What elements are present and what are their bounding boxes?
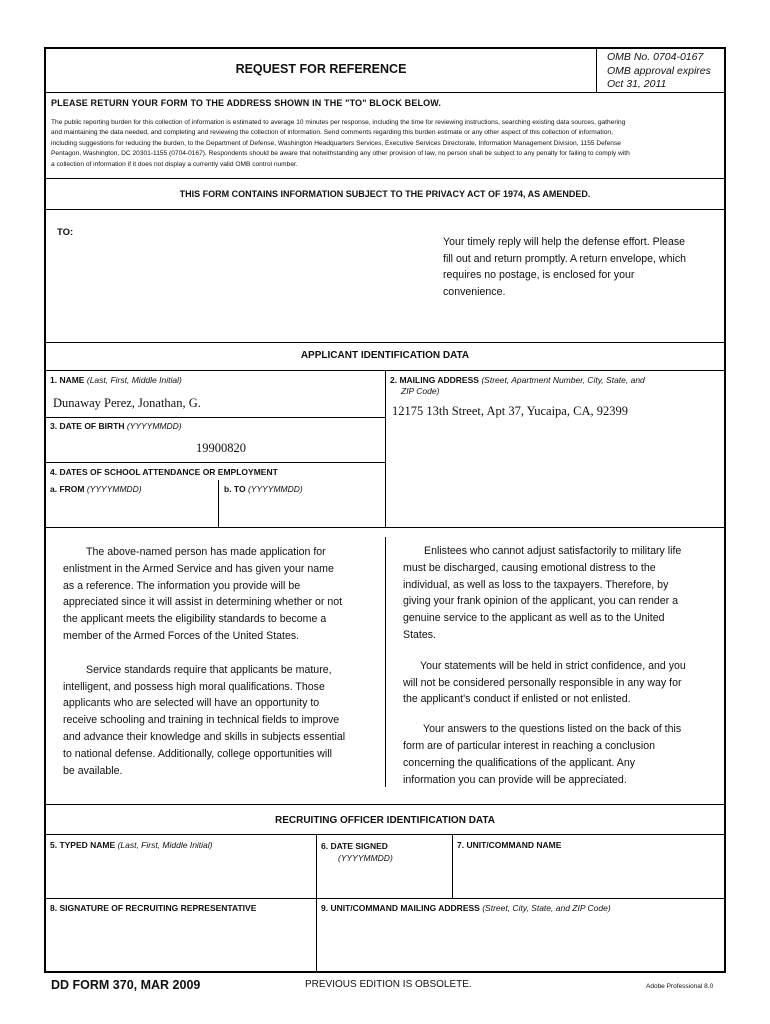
- privacy-notice: THIS FORM CONTAINS INFORMATION SUBJECT TO THE PRIVACY ACT OF 1974, AS AMENDED.: [179, 189, 591, 199]
- from-hint: (YYYYMMDD): [86, 484, 142, 494]
- dob-label: 3. DATE OF BIRTH: [50, 421, 125, 431]
- unit-name-field[interactable]: [456, 856, 720, 894]
- from-label: a. FROM: [50, 484, 85, 494]
- software-note: Adobe Professional 8.0: [646, 983, 714, 990]
- form-id: DD FORM 370, MAR 2009: [51, 978, 201, 992]
- dob-hint: (YYYYMMDD): [126, 421, 182, 431]
- letter-paragraph: Service standards require that applicants be mature, intelligent, and possess high moral qualifications. Those applicants who are selected will have an opportunity to receive schooling and training in technical fields to improve and advance their knowledge and skills in subjects essential to national defense. Additionally, college opportunities will be available.: [63, 663, 346, 777]
- typed-name-field[interactable]: [50, 856, 312, 894]
- return-notice: PLEASE RETURN YOUR FORM TO THE ADDRESS SHOWN IN THE "TO" BLOCK BELOW.: [51, 98, 442, 108]
- omb-date: Oct 31, 2011: [607, 78, 667, 90]
- recruiter-section-title: RECRUITING OFFICER IDENTIFICATION DATA: [275, 815, 495, 826]
- burden-line: and maintaining the data needed, and completing and reviewing the collection of information. Send comments regarding this burden estimate or any other aspect of this collection of information,: [51, 129, 613, 137]
- unit-address-hint: (Street, City, State, and ZIP Code): [482, 903, 611, 913]
- to-date-label-group: [224, 484, 303, 494]
- signature-label: 8. SIGNATURE OF RECRUITING REPRESENTATIVE: [50, 903, 257, 913]
- burden-line: Pentagon, Washington, DC 20301-1155 (0704-0167). Respondents should be aware that notwithstanding any other provision of law, no person shall be subject to any penalty for failing to comply with: [51, 150, 630, 158]
- typed-name-label-group: [50, 840, 213, 850]
- reply-line: convenience.: [443, 285, 506, 298]
- to-label: TO:: [57, 227, 74, 238]
- reply-line: fill out and return promptly. A return envelope, which: [443, 252, 687, 265]
- omb-block: [607, 51, 711, 92]
- unit-name-label: 7. UNIT/COMMAND NAME: [457, 840, 562, 850]
- omb-approval: OMB approval expires: [607, 64, 711, 77]
- burden-line: a collection of information if it does not display a currently valid OMB control number.: [51, 160, 298, 168]
- reply-note: [443, 234, 686, 300]
- burden-line: including suggestions for reducing the burden, to the Department of Defense, Washington Headquarters Services, Executive Services Directorate, Information Management Division, 1155 Defense: [51, 139, 621, 147]
- from-date-field[interactable]: [52, 500, 214, 524]
- letter-paragraph: Your statements will be held in strict confidence, and you will not be considered personally responsible in any way for the applicant's conduct if enlisted or not enlisted.: [403, 659, 686, 706]
- signature-field[interactable]: [50, 918, 312, 968]
- reply-line: Your timely reply will help the defense effort. Please: [443, 236, 686, 248]
- burden-line: The public reporting burden for this collection of information is estimated to average 10 minutes per response, including the time for reviewing instructions, searching existing data sources, gathering: [51, 119, 626, 126]
- letter-left-column: [63, 544, 367, 779]
- date-signed-label-group: [321, 840, 393, 864]
- date-signed-field[interactable]: [320, 866, 448, 894]
- name-label-group: [50, 375, 182, 385]
- omb-number: OMB No. 0704-0167: [607, 51, 704, 63]
- to-date-hint: (YYYYMMDD): [247, 484, 303, 494]
- form-title: REQUEST FOR REFERENCE: [235, 62, 407, 76]
- applicant-section-title: APPLICANT IDENTIFICATION DATA: [300, 350, 470, 361]
- name-label: 1. NAME: [50, 375, 85, 385]
- dob-label-group: [50, 421, 182, 431]
- address-label-group: [390, 375, 645, 397]
- attendance-label: 4. DATES OF SCHOOL ATTENDANCE OR EMPLOYMENT: [50, 467, 278, 477]
- address-hint: (Street, Apartment Number, City, State, and: [481, 375, 645, 385]
- letter-paragraph: The above-named person has made application for enlistment in the Armed Service and has given your name as a reference. The information you provide will be appreciated since it will assist in determining whether or not the applicant meets the eligibility standards to become a member of the Armed Forces of the United States.: [63, 546, 343, 642]
- to-date-field[interactable]: [224, 500, 382, 524]
- unit-address-field[interactable]: [320, 918, 720, 968]
- date-of-birth-field[interactable]: 19900820: [196, 441, 246, 455]
- burden-statement: [51, 118, 721, 170]
- letter-paragraph: Your answers to the questions listed on the back of this form are of particular interest in reaching a conclusion concerning the qualifications of the applicant. Any information you can provide will be appreciated.: [403, 723, 682, 786]
- to-date-label: b. TO: [224, 484, 246, 494]
- address-hint-2: ZIP Code): [401, 386, 440, 396]
- name-field[interactable]: Dunaway Perez, Jonathan, G.: [53, 396, 201, 410]
- to-address-field[interactable]: [85, 222, 425, 332]
- typed-name-hint: (Last, First, Middle Initial): [117, 840, 213, 850]
- from-label-group: [50, 484, 142, 494]
- edition-note: PREVIOUS EDITION IS OBSOLETE.: [305, 979, 472, 990]
- date-signed-label: 6. DATE SIGNED: [321, 841, 388, 851]
- unit-address-label-group: [321, 903, 611, 913]
- reply-line: requires no postage, is enclosed for your: [443, 269, 635, 281]
- letter-right-column: [403, 543, 707, 788]
- address-label: 2. MAILING ADDRESS: [390, 375, 479, 385]
- letter-paragraph: Enlistees who cannot adjust satisfactorily to military life must be discharged, causing emotional distress to the individual, as well as loss to the taxpayers. Therefore, by giving your frank opinion of the applicant, you can render a genuine service to the applicant as well as to the United States.: [403, 545, 682, 641]
- unit-address-label: 9. UNIT/COMMAND MAILING ADDRESS: [321, 903, 480, 913]
- mailing-address-field[interactable]: 12175 13th Street, Apt 37, Yucaipa, CA, 92399: [392, 404, 628, 418]
- date-signed-hint: (YYYYMMDD): [338, 853, 393, 863]
- name-hint: (Last, First, Middle Initial): [86, 375, 182, 385]
- typed-name-label: 5. TYPED NAME: [50, 840, 116, 850]
